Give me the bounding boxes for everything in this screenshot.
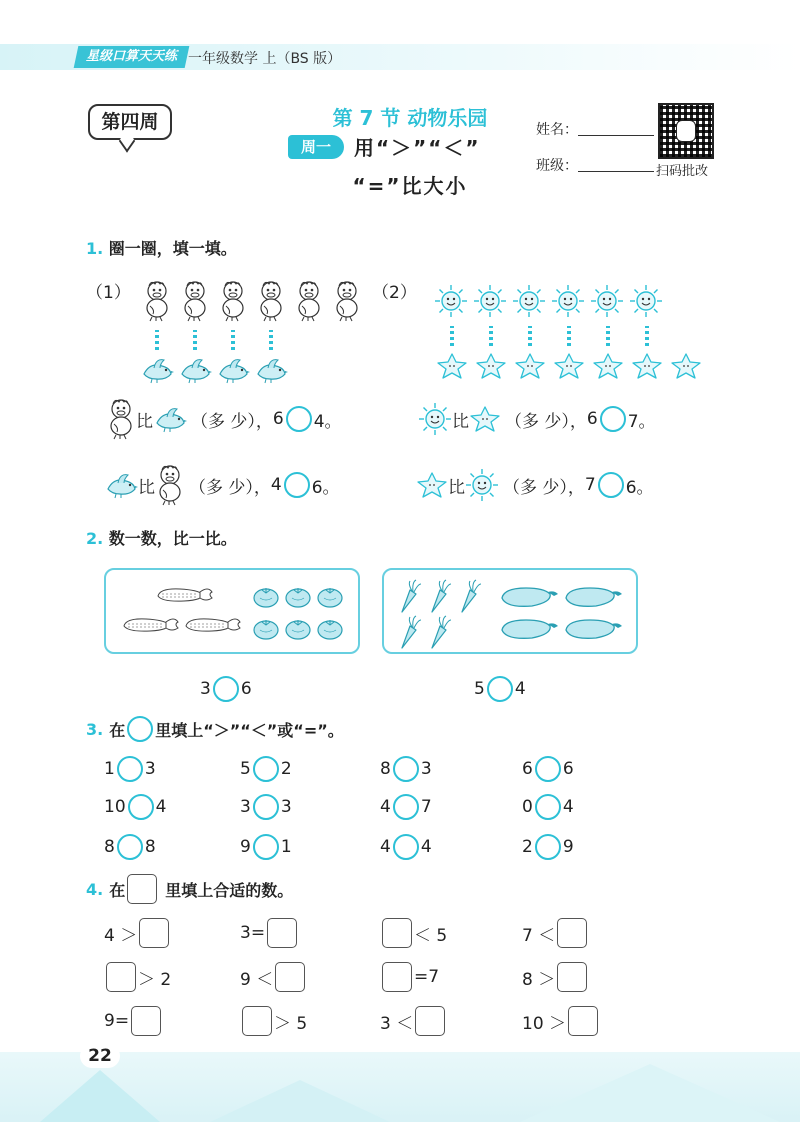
tomato-icon bbox=[284, 616, 312, 640]
q1-sun-row bbox=[434, 284, 663, 318]
q3-item: 6 6 bbox=[522, 756, 574, 782]
footer-decoration bbox=[210, 1080, 390, 1122]
bird-icon bbox=[216, 356, 250, 384]
q1-part1-label: （1） bbox=[86, 283, 131, 303]
answer-box[interactable] bbox=[242, 1006, 272, 1036]
eggplant-icon bbox=[498, 616, 560, 642]
q1-heading: 1. 圈一圈，填一填。 bbox=[86, 239, 237, 258]
brand-tag: 星级口算天天练 bbox=[74, 46, 190, 68]
answer-circle[interactable] bbox=[535, 756, 561, 782]
dotted-line bbox=[450, 326, 454, 346]
class-field[interactable] bbox=[578, 158, 654, 172]
dotted-line bbox=[489, 326, 493, 346]
duck-icon bbox=[155, 464, 185, 506]
q2-answer-2: 5 4 bbox=[474, 676, 526, 702]
q1-choice[interactable]: （多 少）， bbox=[191, 411, 273, 432]
answer-circle[interactable] bbox=[487, 676, 513, 702]
bird-icon bbox=[140, 356, 174, 384]
book-title: 一年级数学 上（BS 版） bbox=[188, 51, 342, 67]
page-number: 22 bbox=[80, 1044, 120, 1068]
carrot-icon bbox=[426, 614, 452, 650]
sun-icon bbox=[629, 284, 663, 318]
q1-choice[interactable]: （多 少）， bbox=[505, 411, 587, 432]
bird-icon bbox=[104, 471, 138, 499]
answer-box[interactable] bbox=[267, 918, 297, 948]
q3-item: 2 9 bbox=[522, 834, 574, 860]
duck-icon bbox=[218, 280, 248, 322]
square-sample-icon bbox=[127, 874, 157, 904]
duck-icon bbox=[106, 398, 136, 440]
tomato-icon bbox=[316, 584, 344, 608]
answer-circle[interactable] bbox=[535, 794, 561, 820]
sun-icon bbox=[465, 468, 499, 502]
star-icon bbox=[631, 352, 663, 380]
lesson-title-line2: “=”比大小 bbox=[352, 174, 468, 198]
q1-bird-row bbox=[140, 356, 288, 384]
q1-part2-label: （2） bbox=[372, 283, 417, 303]
dotted-line bbox=[606, 326, 610, 346]
cucumber-icon bbox=[154, 584, 214, 606]
star-icon bbox=[436, 352, 468, 380]
answer-circle[interactable] bbox=[393, 794, 419, 820]
answer-box[interactable] bbox=[382, 918, 412, 948]
carrot-icon bbox=[396, 614, 422, 650]
star-icon bbox=[670, 352, 702, 380]
answer-circle[interactable] bbox=[284, 472, 310, 498]
q4-item: 10 ＞ bbox=[522, 1006, 600, 1036]
sun-icon bbox=[418, 402, 452, 436]
tomato-icon bbox=[252, 616, 280, 640]
answer-box[interactable] bbox=[557, 962, 587, 992]
q3-item: 4 4 bbox=[380, 834, 432, 860]
day-tag: 周一 bbox=[288, 135, 344, 159]
dotted-line bbox=[269, 330, 273, 350]
footer-decoration bbox=[40, 1070, 160, 1122]
sun-icon bbox=[590, 284, 624, 318]
sun-icon bbox=[434, 284, 468, 318]
answer-circle[interactable] bbox=[117, 834, 143, 860]
answer-circle[interactable] bbox=[286, 406, 312, 432]
q1-answer-row-1: 比 （多 少）， 6 4。 bbox=[106, 398, 342, 440]
name-field[interactable] bbox=[578, 122, 654, 136]
star-icon bbox=[469, 405, 501, 433]
duck-icon bbox=[332, 280, 362, 322]
q4-item: 9 ＜ bbox=[240, 962, 307, 992]
q4-item: ＜ 5 bbox=[380, 918, 447, 948]
tomato-icon bbox=[284, 584, 312, 608]
star-icon bbox=[553, 352, 585, 380]
answer-circle[interactable] bbox=[117, 756, 143, 782]
q3-heading: 3. 在 里填上“＞”“＜”或“=”。 bbox=[86, 716, 344, 742]
q3-item: 10 4 bbox=[104, 794, 166, 820]
answer-box[interactable] bbox=[382, 962, 412, 992]
q1-choice[interactable]: （多 少）， bbox=[189, 477, 271, 498]
q4-item: 8 ＞ bbox=[522, 962, 589, 992]
q3-item: 9 1 bbox=[240, 834, 292, 860]
answer-circle[interactable] bbox=[253, 794, 279, 820]
section-title: 第 7 节 动物乐园 bbox=[332, 106, 488, 130]
answer-circle[interactable] bbox=[128, 794, 154, 820]
sun-icon bbox=[473, 284, 507, 318]
q4-heading: 4. 在 里填上合适的数。 bbox=[86, 874, 293, 904]
qr-logo-icon bbox=[676, 120, 696, 142]
q3-item: 5 2 bbox=[240, 756, 292, 782]
answer-circle[interactable] bbox=[213, 676, 239, 702]
sun-icon bbox=[551, 284, 585, 318]
q4-item: 3 ＜ bbox=[380, 1006, 447, 1036]
star-icon bbox=[514, 352, 546, 380]
eggplant-icon bbox=[562, 584, 624, 610]
carrot-icon bbox=[426, 578, 452, 614]
star-icon bbox=[475, 352, 507, 380]
q1-choice[interactable]: （多 少）， bbox=[503, 477, 585, 498]
q3-item: 8 8 bbox=[104, 834, 156, 860]
class-label: 班级： bbox=[536, 158, 578, 174]
q4-grid bbox=[104, 918, 624, 1048]
duck-icon bbox=[142, 280, 172, 322]
q4-item: ＞ 2 bbox=[104, 962, 171, 992]
q1-answer-row-4: 比 （多 少）， 7 6。 bbox=[416, 468, 654, 502]
q2-answer-1: 3 6 bbox=[200, 676, 252, 702]
q4-item: 9= bbox=[104, 1006, 163, 1036]
tomato-icon bbox=[316, 616, 344, 640]
answer-circle[interactable] bbox=[535, 834, 561, 860]
eggplant-icon bbox=[562, 616, 624, 642]
answer-box[interactable] bbox=[131, 1006, 161, 1036]
qr-caption: 扫码批改 bbox=[656, 164, 709, 179]
name-label: 姓名： bbox=[536, 122, 578, 138]
lesson-title-line1: 用“＞”“＜” bbox=[354, 136, 481, 160]
answer-circle[interactable] bbox=[253, 834, 279, 860]
answer-circle[interactable] bbox=[393, 756, 419, 782]
dotted-line bbox=[528, 326, 532, 346]
duck-icon bbox=[294, 280, 324, 322]
answer-circle[interactable] bbox=[393, 834, 419, 860]
q1-dots-1 bbox=[155, 330, 273, 350]
dotted-line bbox=[645, 326, 649, 346]
dotted-line bbox=[155, 330, 159, 350]
q3-item: 4 7 bbox=[380, 794, 432, 820]
q3-item: 3 3 bbox=[240, 794, 292, 820]
star-icon bbox=[592, 352, 624, 380]
week-badge: 第四周 bbox=[88, 104, 172, 140]
cucumber-icon bbox=[182, 614, 242, 636]
tomato-icon bbox=[252, 584, 280, 608]
dotted-line bbox=[231, 330, 235, 350]
carrot-icon bbox=[456, 578, 482, 614]
answer-circle[interactable] bbox=[253, 756, 279, 782]
dotted-line bbox=[567, 326, 571, 346]
q2-heading: 2. 数一数，比一比。 bbox=[86, 529, 237, 548]
q1-star-row bbox=[436, 352, 702, 380]
footer-decoration bbox=[520, 1064, 780, 1122]
q1-answer-row-3: 比 （多 少）， 4 6。 bbox=[104, 464, 340, 506]
answer-box[interactable] bbox=[557, 918, 587, 948]
cucumber-icon bbox=[120, 614, 180, 636]
q4-item: 4 ＞ bbox=[104, 918, 171, 948]
sun-icon bbox=[512, 284, 546, 318]
q4-item: =7 bbox=[380, 962, 439, 992]
bird-icon bbox=[178, 356, 212, 384]
answer-box[interactable] bbox=[415, 1006, 445, 1036]
q4-item: 7 ＜ bbox=[522, 918, 589, 948]
q4-item: ＞ 5 bbox=[240, 1006, 307, 1036]
circle-sample-icon bbox=[127, 716, 153, 742]
answer-circle[interactable] bbox=[600, 406, 626, 432]
bird-icon bbox=[153, 405, 187, 433]
star-icon bbox=[416, 471, 448, 499]
answer-box[interactable] bbox=[275, 962, 305, 992]
duck-icon bbox=[180, 280, 210, 322]
q3-item: 1 3 bbox=[104, 756, 156, 782]
q1-dots-2 bbox=[450, 326, 649, 346]
q1-duck-row bbox=[142, 280, 362, 322]
answer-box[interactable] bbox=[106, 962, 136, 992]
eggplant-icon bbox=[498, 584, 560, 610]
bird-icon bbox=[254, 356, 288, 384]
answer-box[interactable] bbox=[139, 918, 169, 948]
carrot-icon bbox=[396, 578, 422, 614]
answer-box[interactable] bbox=[568, 1006, 598, 1036]
q3-item: 0 4 bbox=[522, 794, 574, 820]
q4-item: 3= bbox=[240, 918, 299, 948]
answer-circle[interactable] bbox=[598, 472, 624, 498]
q2-panel-vegetables-1 bbox=[104, 568, 360, 654]
dotted-line bbox=[193, 330, 197, 350]
q1-answer-row-2: 比 （多 少）， 6 7。 bbox=[418, 402, 656, 436]
duck-icon bbox=[256, 280, 286, 322]
q3-item: 8 3 bbox=[380, 756, 432, 782]
q2-panel-vegetables-2 bbox=[382, 568, 638, 654]
